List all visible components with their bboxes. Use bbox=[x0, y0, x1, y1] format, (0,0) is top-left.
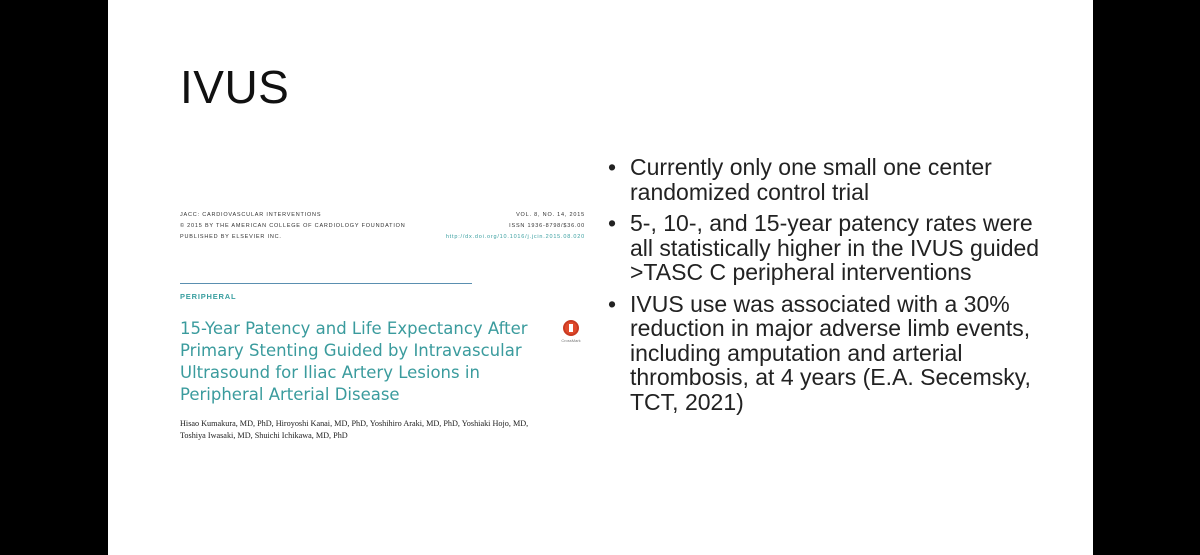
paper-title: 15-Year Patency and Life Expectancy After Primary Stenting Guided by Intravascular Ultrasound for Iliac Artery Lesions in Peripheral Arterial Disease bbox=[180, 319, 528, 404]
paper-issn: ISSN 1936-8798/$36.00 bbox=[509, 223, 585, 229]
bullet-item: • Currently only one small one center randomized control trial bbox=[608, 155, 1048, 204]
paper-authors-line-2: Toshiya Iwasaki, MD, Shuichi Ichikawa, MD, PhD bbox=[180, 431, 348, 440]
paper-divider bbox=[180, 283, 472, 284]
paper-copyright: © 2015 BY THE AMERICAN COLLEGE OF CARDIOLOGY FOUNDATION bbox=[180, 223, 406, 229]
paper-journal: JACC: CARDIOVASCULAR INTERVENTIONS bbox=[180, 212, 322, 218]
crossmark-label: CrossMark bbox=[561, 338, 581, 343]
paper-authors bbox=[180, 418, 600, 442]
paper-publisher: PUBLISHED BY ELSEVIER INC. bbox=[180, 234, 282, 240]
paper-doi: http://dx.doi.org/10.1016/j.jcin.2015.08.020 bbox=[445, 234, 585, 240]
paper-header-right bbox=[446, 210, 585, 243]
crossmark-logo bbox=[563, 320, 579, 336]
paper-header-left bbox=[180, 210, 406, 243]
bullet-item: • IVUS use was associated with a 30% reduction in major adverse limb events, including amputation and arterial thrombosis, at 4 years (E.A. Secemsky, TCT, 2021) bbox=[608, 292, 1048, 415]
paper-authors-line-1: Hisao Kumakura, MD, PhD, Hiroyoshi Kanai, MD, PhD, Yoshihiro Araki, MD, PhD, Yoshiaki Hojo, MD, bbox=[180, 419, 529, 428]
paper-volume: VOL. 8, NO. 14, 2015 bbox=[516, 212, 585, 218]
crossmark-icon bbox=[560, 320, 582, 348]
paper-excerpt-image bbox=[168, 200, 598, 460]
slide bbox=[108, 0, 1093, 555]
bullet-list bbox=[608, 155, 1048, 421]
slide-title: IVUS bbox=[180, 61, 290, 113]
bullet-item: • 5-, 10-, and 15-year patency rates were all statistically higher in the IVUS guided >TASC C peripheral interventions bbox=[608, 211, 1048, 285]
paper-section-label: PERIPHERAL bbox=[180, 292, 237, 301]
